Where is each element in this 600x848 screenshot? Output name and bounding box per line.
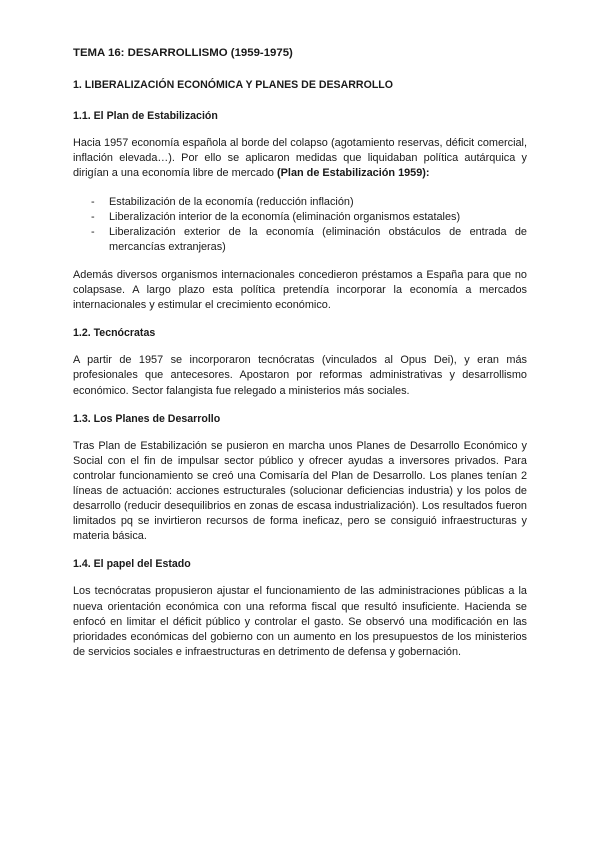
list-item-text: Liberalización exterior de la economía (eliminación obstáculos de entrada de mercancías extranjeras) (109, 225, 527, 253)
paragraph-bold-text: (Plan de Estabilización 1959): (277, 167, 430, 180)
list-item: - Liberalización exterior de la economía (eliminación obstáculos de entrada de mercancías extranjeras) (91, 225, 527, 253)
list-item: - Estabilización de la economía (reducción inflación) (91, 195, 354, 208)
paragraph-papel-estado: Los tecnócratas propusieron ajustar el funcionamiento de las administraciones públicas a la nueva orientación económica con una reforma fiscal que resultó insuficiente. Hacienda se enfocó en limitar el déficit público y controlar el gasto. Se observó una modificación en las prioridades económicas del gobierno con un aumento en los presupuestos de los ministerios de servicios sociales e infraestructuras en detrimento de defensa y gobernación. (73, 585, 527, 658)
paragraph-prestamos: Además diversos organismos internacionales concedieron préstamos a España para que no colapsase. A largo plazo esta política pretendía incorporar la economía a mercados internacionales y estimular el crecimiento económico. (73, 268, 527, 312)
paragraph-text: Hacia 1957 economía española al borde del colapso (agotamiento reservas, déficit comercial, inflación elevada…). Por ello se aplicaron medidas que liquidaban política autárquica y dirigían a una economía libre de mercado (73, 137, 527, 180)
paragraph-planes-desarrollo: Tras Plan de Estabilización se pusieron en marcha unos Planes de Desarrollo Económico y Social con el fin de impulsar sector público y ofrecer ayudas a inversores privados. Para controlar funcionamiento se creó una Comisaría del Plan de Desarrollo. Los planes tenían 2 líneas de actuación: acciones estructurales (solucionar deficiencias industria) y los polos de desarrollo (reducir desequilibrios en zonas de escasa industrialización). Los resultados fueron limitados pq se invirtieron recursos de forma ineficaz, pero se consiguió infraestructuras y materia básica. (73, 439, 527, 543)
paragraph-plan-estabilizacion (73, 136, 527, 181)
measures-list (73, 195, 527, 255)
paragraph-tecnocratas: A partir de 1957 se incorporaron tecnócratas (vinculados al Opus Dei), y eran más profesionales que antecesores. Apostaron por reformas administrativas y desarrollismo económico. Sector falangista fue relegado a ministerios más sociales. (73, 354, 527, 397)
list-item-text: Liberalización interior de la economía (eliminación organismos estatales) (109, 210, 461, 223)
section-heading: 1. LIBERALIZACIÓN ECONÓMICA Y PLANES DE DESARROLLO (73, 79, 393, 92)
list-item-text: Estabilización de la economía (reducción inflación) (109, 195, 354, 208)
document-title: TEMA 16: DESARROLLISMO (1959-1975) (73, 47, 293, 59)
subsection-heading-1-4: 1.4. El papel del Estado (73, 558, 191, 571)
subsection-heading-1-1: 1.1. El Plan de Estabilización (73, 110, 218, 123)
list-item: - Liberalización interior de la economía (eliminación organismos estatales) (91, 210, 461, 223)
subsection-heading-1-3: 1.3. Los Planes de Desarrollo (73, 412, 221, 425)
subsection-heading-1-2: 1.2. Tecnócratas (73, 327, 156, 340)
